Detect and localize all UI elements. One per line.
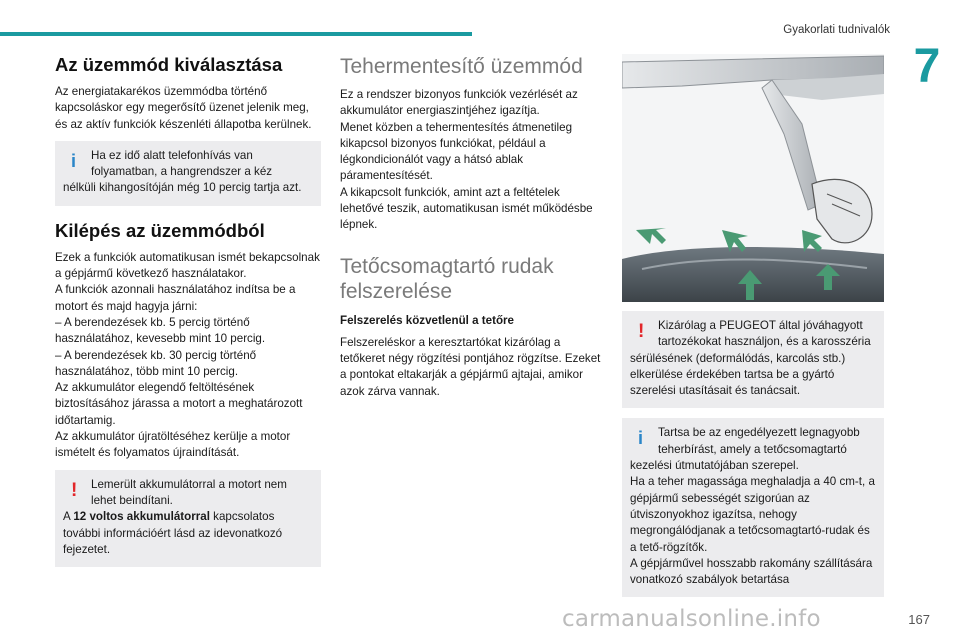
note-text: Tartsa be az engedélyezett legnagyobb teherbírást, amely a tetőcsomagtartó xyxy=(658,426,860,456)
warning-icon: ! xyxy=(71,479,78,501)
note-text: sérülésének (deformálódás, karcolás stb.) elkerülése érdekében tartsa be a gyártó szerelési utasításait és tanácsait. xyxy=(630,351,846,398)
column-1 xyxy=(55,54,321,567)
list-item: – A berendezések kb. 5 percig történő használatához, kevesebb mint 10 percig. xyxy=(55,315,266,346)
info-note xyxy=(622,418,884,597)
section-title-load-shedding: Tehermentesítő üzemmód xyxy=(340,55,583,78)
paragraph: A funkciók azonnali használatához indítsa be a motort és majd hagyja járni: xyxy=(55,283,296,313)
paragraph: Az akkumulátor újratöltéséhez kerülje a motor ismételt és folyamatos újraindítását. xyxy=(55,430,291,460)
section-title-mode-selection: Az üzemmód kiválasztása xyxy=(55,54,283,75)
info-icon: i xyxy=(638,428,644,449)
note-text: nélküli kihangosítóján még 10 percig tartja azt. xyxy=(63,181,302,195)
paragraph: Felszereléskor a keresztartókat kizárólag a tetőkeret négy rögzítési pontjához rögzítse. Ezeket a pontokat eltakarják a gépjármű ajtajai, amikor azok zárva vannak. xyxy=(340,335,601,398)
info-icon: i xyxy=(71,150,77,171)
note-text: Ha a teher magassága meghaladja a 40 cm-t, a gépjármű sebességét szigorúan az útviszonyokhoz igazítsa, nehogy megrongálódjanak a tetőcsomagtartó-rudak és a tető-rögzítők. xyxy=(630,475,875,554)
paragraph: Ez a rendszer bizonyos funkciók vezérlését az akkumulátor energiaszintjéhez igazítja. xyxy=(340,88,578,118)
note-text: Lemerült akkumulátorral a motort nem lehet beindítani. xyxy=(91,477,287,507)
exit-mode-text xyxy=(55,250,321,462)
paragraph: Ezek a funkciók automatikusan ismét bekapcsolnak a gépjármű következő használatakor. xyxy=(55,250,320,281)
note-text: A gépjárművel hosszabb rakomány szállítására vonatkozó szabályok betartása xyxy=(630,556,873,587)
chapter-number: 7 xyxy=(913,40,941,93)
note-text-part: kapcsolatos további információért lásd az idevonatkozó fejezetet. xyxy=(63,510,283,556)
roof-bars-illustration xyxy=(622,54,884,302)
paragraph: Az akkumulátor elegendő feltöltésének biztosításához járassa a motort a meghatározott időtartamig. xyxy=(55,381,303,427)
info-note xyxy=(55,141,321,206)
list-item: – A berendezések kb. 30 percig történő használatához, több mint 10 percig. xyxy=(55,348,257,378)
column-2 xyxy=(340,54,606,400)
paragraph: Az energiatakarékos üzemmódba történő kapcsoláskor egy megerősítő üzenet jelenik meg, és az aktív funkciók készenléti állapotba kerülnek. xyxy=(55,85,312,131)
column-3 xyxy=(622,54,884,597)
note-text xyxy=(63,509,313,558)
header-accent-bar xyxy=(0,32,472,36)
note-text: Ha ez idő alatt telefonhívás van folyamatban, a hangrendszer a kéz xyxy=(91,148,273,179)
warning-note xyxy=(622,311,884,408)
note-bold-text: 12 voltos akkumulátorral xyxy=(73,510,210,524)
paragraph: Menet közben a tehermentesítés átmenetileg kikapcsol bizonyos funkciókat, például a légkondicionálót vagy a hátsó ablak páramentesítését. xyxy=(340,120,573,183)
section-title-roof-bars: Tetőcsomagtartó rudak felszerelése xyxy=(340,254,554,303)
page-number: 167 xyxy=(908,612,930,627)
subheading: Felszerelés közvetlenül a tetőre xyxy=(340,313,514,327)
roof-rail-diagram xyxy=(622,54,884,302)
paragraph: A kikapcsolt funkciók, amint azt a feltételek lehetővé teszik, automatikusan ismét működésbe lépnek. xyxy=(340,185,593,232)
note-text: Kizárólag a PEUGEOT által jóváhagyott tartozékokat használjon, és a karosszéria xyxy=(658,319,871,349)
warning-icon: ! xyxy=(638,321,645,342)
note-text-part: A xyxy=(63,510,74,524)
watermark: carmanualsonline.info xyxy=(562,606,821,632)
running-header: Gyakorlati tudnivalók xyxy=(783,24,890,36)
note-text: kezelési útmutatójában szerepel. xyxy=(630,459,799,473)
section-title-exit-mode: Kilépés az üzemmódból xyxy=(55,219,265,241)
warning-note xyxy=(55,470,321,567)
